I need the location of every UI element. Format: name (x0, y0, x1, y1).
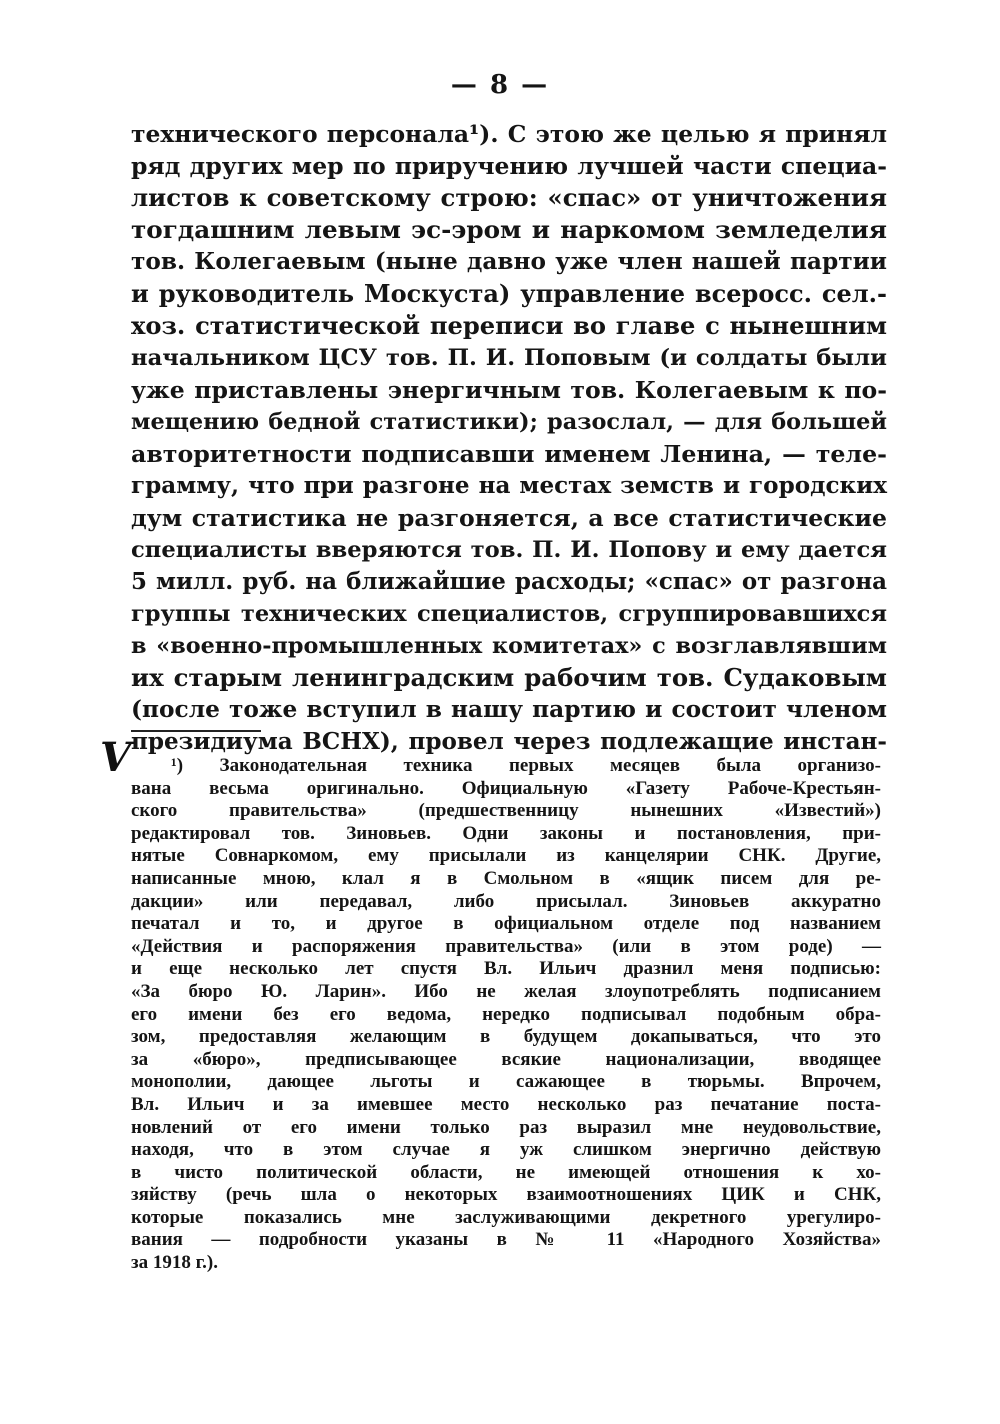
footnote-line: за «бюро», предписывающее всякие национализации, вводящее (131, 1048, 881, 1070)
footnote-line: в чисто политической области, не имеющей отношения к хо- (131, 1161, 881, 1183)
footnote-line: находя, что в этом случае я уж слишком энергично действую (131, 1139, 881, 1161)
text-line: тогдашним левым эс-эром и наркомом земледелия (131, 215, 887, 244)
text-line: листов к советскому строю: «спас» от уничтожения (131, 183, 887, 212)
footnote-line: зом, предоставляя желающим в будущем докапываться, что это (131, 1026, 881, 1048)
footnote-line: нятые Совнаркомом, ему присылали из канцелярии СНК. Другие, (131, 845, 881, 867)
footnote-line: «За бюро Ю. Ларин». Ибо не желая злоупотреблять подписанием (131, 980, 881, 1002)
text-line: и руководитель Москуста) управление всеросс. сел.- (131, 279, 887, 308)
text-line: (после тоже вступил в нашу партию и состоит членом (131, 696, 887, 723)
text-line: группы технических специалистов, сгруппировавшихся (131, 601, 887, 627)
text-line: авторитетности подписавши именем Ленина, — теле- (131, 440, 887, 468)
text-line: специалисты вверяются тов. П. И. Попову и ему дается (131, 537, 887, 563)
page-number: — 8 — (450, 70, 550, 100)
footnote-line: «Действия и распоряжения правительства» (или в этом роде) — (131, 935, 881, 957)
footnote-line: ¹) Законодательная техника первых месяцев была организо- (171, 755, 881, 776)
text-line: грамму, что при разгоне на местах земств и городских (131, 472, 887, 499)
footnote-line: вания — подробности указаны в № 11 «Народного Хозяйства» (131, 1229, 881, 1251)
text-line: дум статистика не разгоняется, а все статистические (131, 504, 887, 532)
footnote-line: за 1918 г.). (131, 1252, 218, 1274)
text-line: мещению бедной статистики); разослал, — для большей (131, 409, 887, 435)
footnote-line: его имени без его ведома, нередко подписывал подобным обра- (131, 1003, 881, 1025)
footnote-line: ского правительства» (предшественницу нынешних «Известий») (131, 800, 881, 822)
footnote-line: Вл. Ильич и за имевшее место несколько раз печатание поста- (131, 1093, 881, 1115)
footnote-line: которые показались мне заслуживающими декретного урегулиро- (131, 1206, 881, 1228)
text-line: начальником ЦСУ тов. П. И. Поповым (и солдаты были (131, 345, 887, 371)
footnote-line: печатал и то, и другое в официальном отделе под названием (131, 913, 881, 935)
footnote-line: новлений от его имени только раз выразил мне неудовольствие, (131, 1116, 881, 1138)
text-line: 5 милл. руб. на ближайшие расходы; «спас» от разгона (131, 568, 887, 595)
footnote-line: редактировал тов. Зиновьев. Одни законы и постановления, при- (131, 822, 881, 844)
footnote-line: монополии, дающее льготы и сажающее в тюрьмы. Впрочем, (131, 1071, 881, 1093)
footnote-line: и еще несколько лет спустя Вл. Ильич дразнил меня подписью: (131, 958, 881, 980)
footnote-line: дакции» или передавал, либо присылал. Зиновьев аккуратно (131, 890, 881, 912)
text-line: президиума ВСНХ), провел через подлежащие инстан- (131, 728, 887, 755)
footnote-line: написанные мною, клал я в Смольном в «ящик писем для ре- (131, 867, 881, 889)
text-line: тов. Колегаевым (ныне давно уже член нашей партии (131, 248, 887, 275)
text-line: технического персонала¹). С этою же целью я принял (131, 120, 887, 148)
text-line: уже приставлены энергичным тов. Колегаевым к по- (131, 376, 887, 404)
main-text (131, 118, 887, 758)
footnote-separator (131, 730, 261, 732)
footnote (131, 755, 881, 1275)
text-line: ряд других мер по приручению лучшей части специа- (131, 152, 887, 180)
footnote-line: вана весьма оригинально. Официальную «Газету Рабоче-Крестьян- (131, 777, 881, 799)
text-line: их старым ленинградским рабочим тов. Судаковым (131, 663, 887, 692)
handwritten-margin-mark: V (100, 734, 132, 781)
text-line: в «военно-промышленных комитетах» с возглавлявшим (131, 633, 887, 659)
footnote-line: зяйству (речь шла о некоторых взаимоотношениях ЦИК и СНК, (131, 1184, 881, 1206)
text-line: хоз. статистической переписи во главе с нынешним (131, 311, 887, 340)
